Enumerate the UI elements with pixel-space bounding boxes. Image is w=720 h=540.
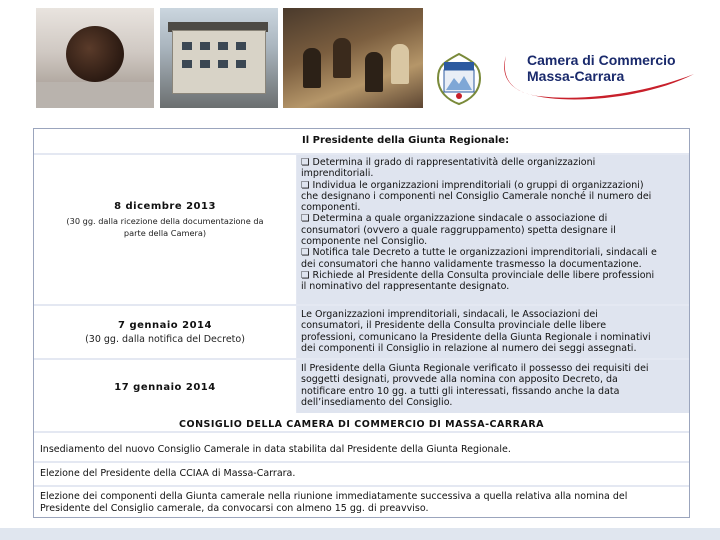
- date-note-1b: parte della Camera): [123, 228, 207, 238]
- footer-band: [0, 528, 720, 540]
- brand-logo: [498, 44, 698, 104]
- description-cell-1: [297, 155, 689, 304]
- painting-photo: [283, 8, 423, 108]
- date-3: 17 gennaio 2014: [114, 382, 216, 393]
- building-photo: [160, 8, 278, 108]
- date-1: 8 dicembre 2013: [114, 201, 216, 212]
- sculpture-photo: [36, 8, 154, 108]
- description-2: Le Organizzazioni imprenditoriali, sindacali, le Associazioni dei consumatori, il Presidente della Consulta provinciale delle libere professioni, comunicano la Presidente della Giunta Regionale i nominativi dei componenti il Consiglio in relazione al numero dei seggi assegnati.: [301, 309, 651, 354]
- empty-corner-cell: [34, 129, 296, 153]
- description-cell-3: [297, 360, 689, 413]
- description-cell-2: [297, 306, 689, 358]
- council-item-2: Elezione del Presidente della CCIAA di Massa-Carrara.: [34, 463, 689, 485]
- brand-name: Camera di Commercio Massa-Carrara: [527, 52, 676, 84]
- timeline-table: [33, 128, 690, 518]
- council-heading: CONSIGLIO DELLA CAMERA DI COMMERCIO DI MASSA-CARRARA: [34, 413, 689, 431]
- description-3: Il Presidente della Giunta Regionale verificato il possesso dei requisiti dei soggetti designati, provvede alla nomina con apposito Decreto, da notificare entro 10 gg. a tutti gli interessati, fissando anche la data dell’insediamento del Consiglio.: [301, 363, 649, 408]
- date-cell-2: [34, 306, 296, 358]
- header: [0, 0, 720, 120]
- date-cell-1: [34, 155, 296, 304]
- council-item-1: Insediamento del nuovo Consiglio Camerale in data stabilita dal Presidente della Giunta Regionale.: [34, 433, 689, 461]
- date-2: 7 gennaio 2014: [118, 320, 212, 331]
- date-note-1a: (30 gg. dalla ricezione della documentazione da: [66, 216, 264, 226]
- council-item-3: Elezione dei componenti della Giunta camerale nella riunione immediatamente successiva a quella relativa alla nomina del Presidente del Consiglio camerale, da convocarsi con almeno 15 gg. di preavviso.: [34, 487, 689, 517]
- date-cell-3: [34, 360, 296, 413]
- province-crest-icon: [432, 52, 486, 106]
- description-1: ❏ Determina il grado di rappresentatività delle organizzazioni imprenditoriali. ❏ Individua le organizzazioni imprenditoriali (o gruppi di organizzazioni) che designano i componenti nel Consiglio Camerale nonché il numero dei componenti. ❏ Determina a quale organizzazione sindacale o associazione di consumatori (ovvero a quale raggruppamento) spetta designare il componente nel Consiglio. ❏ Notifica tale Decreto a tutte le organizzazioni imprenditoriali, sindacali e dei consumatori che hanno validamente trasmesso la documentazione. ❏ Richiede al Presidente della Consulta provinciale delle libere professioni il nominativo del rappresentante designato.: [301, 157, 657, 293]
- date-note-2: (30 gg. dalla notifica del Decreto): [85, 334, 245, 345]
- table-title: Il Presidente della Giunta Regionale:: [296, 129, 689, 153]
